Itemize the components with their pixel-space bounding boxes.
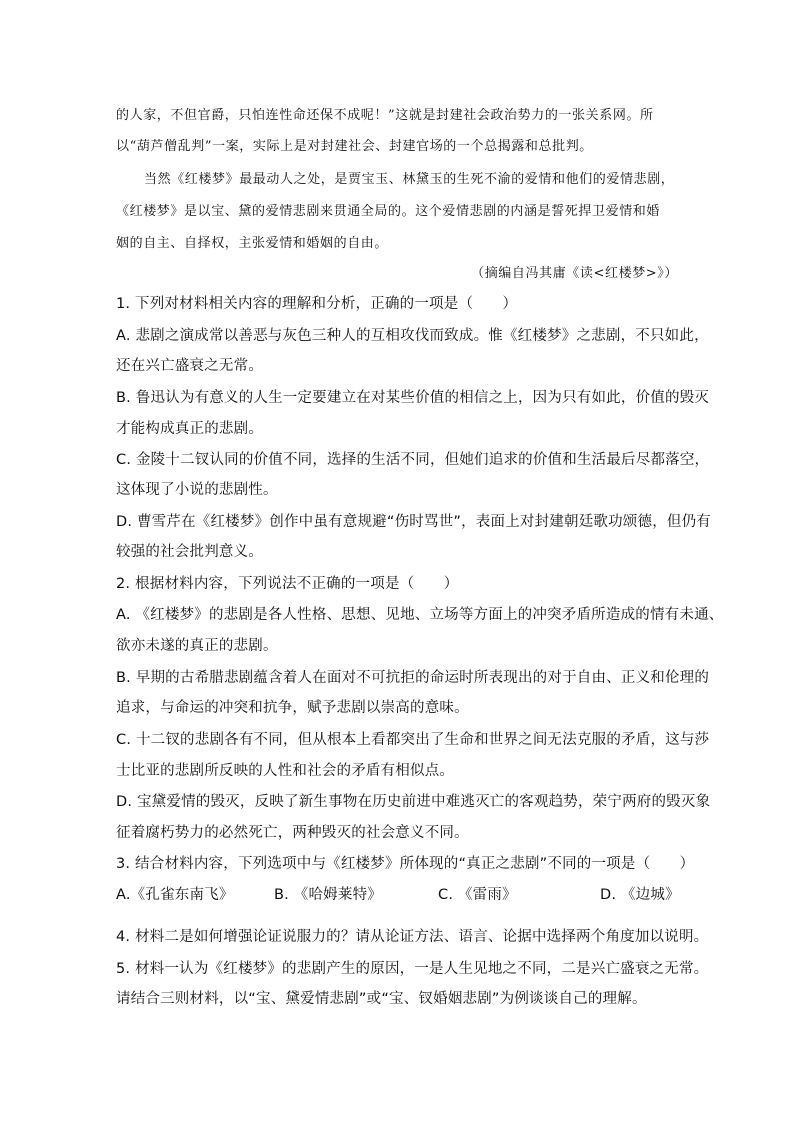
q2-option-b-line-1: B. 早期的古希腊悲剧蕴含着人在面对不可抗拒的命运时所表现出的对于自由、正义和伦理的 xyxy=(116,670,710,686)
q2-option-a-line-2: 欲亦未遂的真正的悲剧。 xyxy=(116,638,278,654)
q3-option-a: A.《孔雀东南飞》 xyxy=(116,887,234,903)
q2-option-a-line-1: A. 《红楼梦》的悲剧是各人性格、思想、见地、立场等方面上的冲突矛盾所造成的情有未通、 xyxy=(116,607,724,623)
q1-option-d-line-2: 较强的社会批判意义。 xyxy=(116,544,263,560)
passage-line-4: 《红楼梦》是以宝、黛的爱情悲剧来贯通全局的。这个爱情悲剧的内涵是誓死捍卫爱情和婚 xyxy=(116,204,661,219)
q2-option-b-line-2: 追求，与命运的冲突和抗争，赋予悲剧以崇高的意味。 xyxy=(116,700,469,716)
q3-stem: 3. 结合材料内容，下列选项中与《红楼梦》所体现的“真正之悲剧”不同的一项是（ ） xyxy=(116,856,695,872)
passage-line-3: 当然《红楼梦》最最动人之处，是贾宝玉、林黛玉的生死不渝的爱情和他们的爱情悲剧， xyxy=(144,172,675,187)
passage-line-1: 的人家，不但官爵，只怕连性命还保不成呢！”这就是封建社会政治势力的一张关系网。所 xyxy=(116,108,654,123)
passage-line-2: 以“葫芦僧乱判”一案，实际上是对封建社会、封建官场的一个总揭露和总批判。 xyxy=(116,139,593,154)
q1-option-c-line-1: C. 金陵十二钗认同的价值不同，选择的生活不同，但她们追求的价值和生活最后尽都落空， xyxy=(116,452,710,468)
q3-option-d: D. 《边城》 xyxy=(600,887,680,903)
q1-option-b-line-1: B. 鲁迅认为有意义的人生一定要建立在对某些价值的相信之上，因为只有如此，价值的毁灭 xyxy=(116,390,710,406)
q2-option-d-line-2: 征着腐朽势力的必然死亡，两种毁灭的社会意义不同。 xyxy=(116,825,469,841)
q2-option-c-line-2: 士比亚的悲剧所反映的人性和社会的矛盾有相似点。 xyxy=(116,763,455,779)
q5-line-2: 请结合三则材料，以“宝、黛爱情悲剧”或“宝、钗婚姻悲剧”为例谈谈自己的理解。 xyxy=(116,991,647,1007)
q2-option-c-line-1: C. 十二钗的悲剧各有不同，但从根本上看都突出了生命和世界之间无法克服的矛盾，这与莎 xyxy=(116,732,710,748)
q2-option-d-line-1: D. 宝黛爱情的毁灭，反映了新生事物在历史前进中难逃灭亡的客观趋势，荣宁两府的毁灭象 xyxy=(116,794,711,810)
passage-line-5: 姻的自主、自择权，主张爱情和婚姻的自由。 xyxy=(116,236,389,251)
q3-option-b: B. 《哈姆莱特》 xyxy=(274,887,382,903)
q1-option-a-line-1: A. 悲剧之演成常以善恶与灰色三种人的互相攻伐而致成。惟《红楼梦》之悲剧，不只如此， xyxy=(116,328,709,344)
q4-stem: 4. 材料二是如何增强论证说服力的？请从论证方法、语言、论据中选择两个角度加以说明。 xyxy=(116,929,709,945)
q1-option-b-line-2: 才能构成真正的悲剧。 xyxy=(116,421,263,437)
q1-stem: 1. 下列对材料相关内容的理解和分析，正确的一项是（ ） xyxy=(116,296,518,312)
q1-option-a-line-2: 还在兴亡盛衰之无常。 xyxy=(116,358,263,374)
passage-source: （摘编自冯其庸《读<红楼梦>》） xyxy=(471,266,678,281)
q5-line-1: 5. 材料一认为《红楼梦》的悲剧产生的原因，一是人生见地之不同，二是兴亡盛衰之无常。 xyxy=(116,961,709,977)
q3-option-c: C. 《雷雨》 xyxy=(438,887,517,903)
q2-stem: 2. 根据材料内容，下列说法不正确的一项是（ ） xyxy=(116,576,459,592)
q1-option-d-line-1: D. 曹雪芹在《红楼梦》创作中虽有意规避“伤时骂世”，表面上对封建朝廷歌功颂德，但仍有 xyxy=(116,514,712,530)
q1-option-c-line-2: 这体现了小说的悲剧性。 xyxy=(116,482,278,498)
